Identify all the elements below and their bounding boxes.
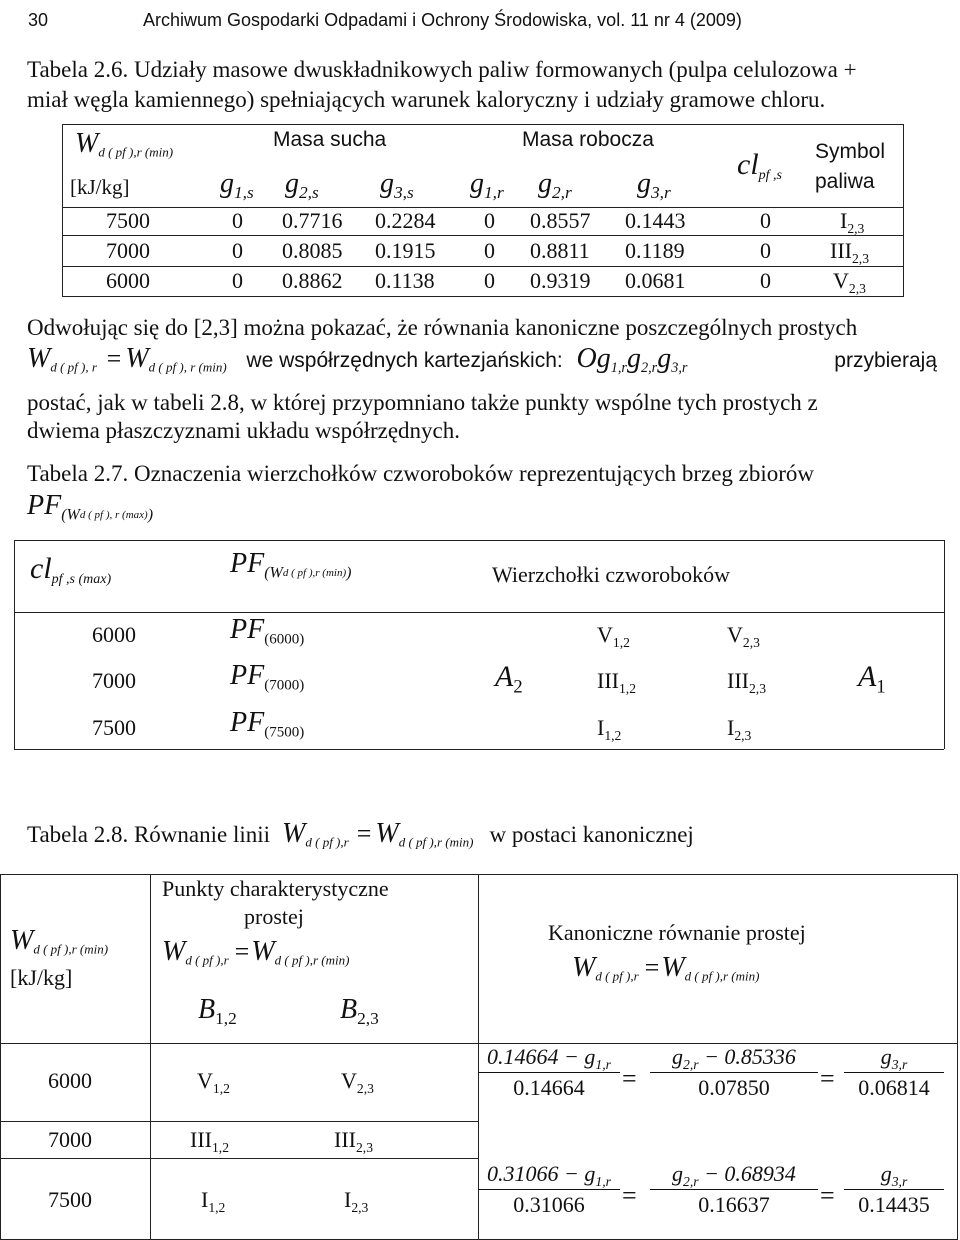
para-line2: $W_{d ( pf ), r} = W_{d ( pf ), r (min)}$ we współrzędnych kartezjańskich: $Og_{1,r}g_{2,r}g_{3,r}$ przybierają (27, 343, 937, 376)
fraction-2: $g_{2,r} - 0.68934$ 0.16637 (650, 1161, 818, 1218)
cell-g2s: 0.8085 (282, 238, 343, 263)
table27-caption: Tabela 2.7. Oznaczenia wierzchołków czworoboków reprezentujących brzeg zbiorów (27, 461, 815, 486)
b12-header: $B_{1,2}$ (198, 994, 237, 1029)
cell-pf: $PF_{(6000)}$ (230, 614, 305, 648)
cell-w: 7500 (48, 1187, 92, 1212)
w-symbol: $W_{d ( pf ),r (min)}$ (75, 128, 174, 160)
cell-g2s: 0.7716 (282, 208, 343, 233)
cell-cl: 7000 (92, 668, 136, 693)
cell-w: 6000 (48, 1068, 92, 1093)
table27-caption-pf: $PF_{(Wd ( pf ), r (max))}$ (27, 490, 154, 524)
group-dry-mass: Masa sucha (273, 128, 387, 151)
b23-header: $B_{2,3}$ (340, 994, 379, 1029)
cell-b23: $I_{2,3}$ (344, 1187, 369, 1215)
cell-g2r: 0.8557 (530, 208, 591, 233)
canonical-header: Kanoniczne równanie prostej (548, 920, 806, 945)
page-number: 30 (28, 10, 49, 30)
pf-min-header: $PF_{(Wd ( pf ),r (min))}$ (230, 548, 352, 582)
cell-v2: $V_{2,3}$ (727, 622, 760, 650)
cell-g1s: 0 (232, 238, 243, 263)
cell-g1r: 0 (484, 238, 495, 263)
cell-cl: 0 (760, 268, 771, 293)
cell-v1: $III_{1,2}$ (597, 668, 637, 696)
cell-g1s: 0 (232, 268, 243, 293)
g1s-header: $g_{1,s}$ (220, 168, 254, 203)
cell-b23: $III_{2,3}$ (334, 1127, 374, 1155)
cell-cl: 6000 (92, 622, 136, 647)
para-line3: postać, jak w tabeli 2.8, w której przypomniano także punkty wspólne tych prostych z (27, 390, 818, 415)
canonical-equation: $W_{d ( pf ),r} =W_{d ( pf ),r (min)}$ (572, 952, 760, 984)
unit-label: [kJ/kg] (10, 965, 73, 990)
symbol-header-1: Symbol (815, 140, 886, 163)
symbol-header-2: paliwa (815, 170, 875, 193)
fraction-1: $0.14664 - g_{1,r}$ 0.14664 (478, 1044, 620, 1101)
cell-g3s: 0.2284 (375, 208, 436, 233)
cell-w: 7000 (106, 238, 150, 263)
cell-w: 7000 (48, 1127, 92, 1152)
cell-pf: $PF_{(7500)}$ (230, 707, 305, 741)
para-line4: dwiema płaszczyznami układu współrzędnych. (27, 418, 461, 443)
cell-g2s: 0.8862 (282, 268, 343, 293)
cell-g3s: 0.1915 (375, 238, 436, 263)
cell-v1: $I_{1,2}$ (597, 715, 622, 743)
cell-g3s: 0.1138 (375, 268, 435, 293)
cell-g2r: 0.9319 (530, 268, 591, 293)
cell-cl: 7500 (92, 715, 136, 740)
group-working-mass: Masa robocza (522, 128, 654, 151)
cell-v2: $III_{2,3}$ (727, 668, 767, 696)
cell-symbol: $I_{2,3}$ (840, 208, 865, 236)
cell-v1: $V_{1,2}$ (597, 622, 630, 650)
a2-label: $A_2$ (495, 660, 523, 698)
cell-symbol: $V_{2,3}$ (833, 268, 866, 296)
cell-b12: $V_{1,2}$ (197, 1068, 230, 1096)
cell-v2: $I_{2,3}$ (727, 715, 752, 743)
table26-caption-line1: Tabela 2.6. Udziały masowe dwuskładnikowych paliw formowanych (pulpa celulozowa + (27, 57, 857, 82)
cell-w: 7500 (106, 208, 150, 233)
cell-g1s: 0 (232, 208, 243, 233)
points-header-2: prostej (244, 904, 304, 929)
journal-title: Archiwum Gospodarki Odpadami i Ochrony Środowiska, vol. 11 nr 4 (2009) (143, 10, 742, 30)
cell-g1r: 0 (484, 208, 495, 233)
cell-b12: $III_{1,2}$ (190, 1127, 230, 1155)
g1r-header: $g_{1,r}$ (470, 168, 504, 203)
cl-header: $cl_{pf ,s}$ (737, 148, 782, 183)
cell-g2r: 0.8811 (530, 238, 590, 263)
cl-max-header: $cl_{pf ,s (max)}$ (30, 552, 112, 587)
points-equation: $W_{d ( pf ),r} =W_{d ( pf ),r (min)}$ (162, 936, 350, 968)
cell-g3r: 0.0681 (625, 268, 686, 293)
cell-cl: 0 (760, 208, 771, 233)
fraction-3: $g_{3,r}$ 0.14435 (844, 1161, 944, 1218)
fraction-1: $0.31066 - g_{1,r}$ 0.31066 (478, 1161, 620, 1218)
vertices-header: Wierzchołki czworoboków (492, 562, 730, 587)
cell-pf: $PF_{(7000)}$ (230, 660, 305, 694)
cell-b12: $I_{1,2}$ (201, 1187, 226, 1215)
points-header-1: Punkty charakterystyczne (162, 876, 389, 901)
cell-g3r: 0.1443 (625, 208, 686, 233)
g2s-header: $g_{2,s}$ (285, 168, 319, 203)
fraction-3: $g_{3,r}$ 0.06814 (844, 1044, 944, 1101)
cell-g3r: 0.1189 (625, 238, 685, 263)
cell-symbol: $III_{2,3}$ (830, 238, 870, 266)
para-line1: Odwołując się do [2,3] można pokazać, że równania kanoniczne poszczególnych prostych (27, 315, 858, 340)
a1-label: $A_1$ (858, 660, 886, 698)
cell-b23: $V_{2,3}$ (341, 1068, 374, 1096)
fraction-2: $g_{2,r} - 0.85336$ 0.07850 (650, 1044, 818, 1101)
w-min-header: $W_{d ( pf ),r (min)}$ (10, 925, 109, 957)
table28-caption: Tabela 2.8. Równanie linii $W_{d ( pf ),r} = W_{d ( pf ),r (min)}$ w postaci kanonicznej (27, 818, 694, 850)
cell-g1r: 0 (484, 268, 495, 293)
g3r-header: $g_{3,r}$ (637, 168, 671, 203)
unit-label: [kJ/kg] (70, 175, 130, 199)
table26-caption-line2: miał węgla kamiennego) spełniających warunek kaloryczny i udziały gramowe chloru. (27, 87, 826, 112)
cell-w: 6000 (106, 268, 150, 293)
g2r-header: $g_{2,r}$ (538, 168, 572, 203)
cell-cl: 0 (760, 238, 771, 263)
g3s-header: $g_{3,s}$ (380, 168, 414, 203)
